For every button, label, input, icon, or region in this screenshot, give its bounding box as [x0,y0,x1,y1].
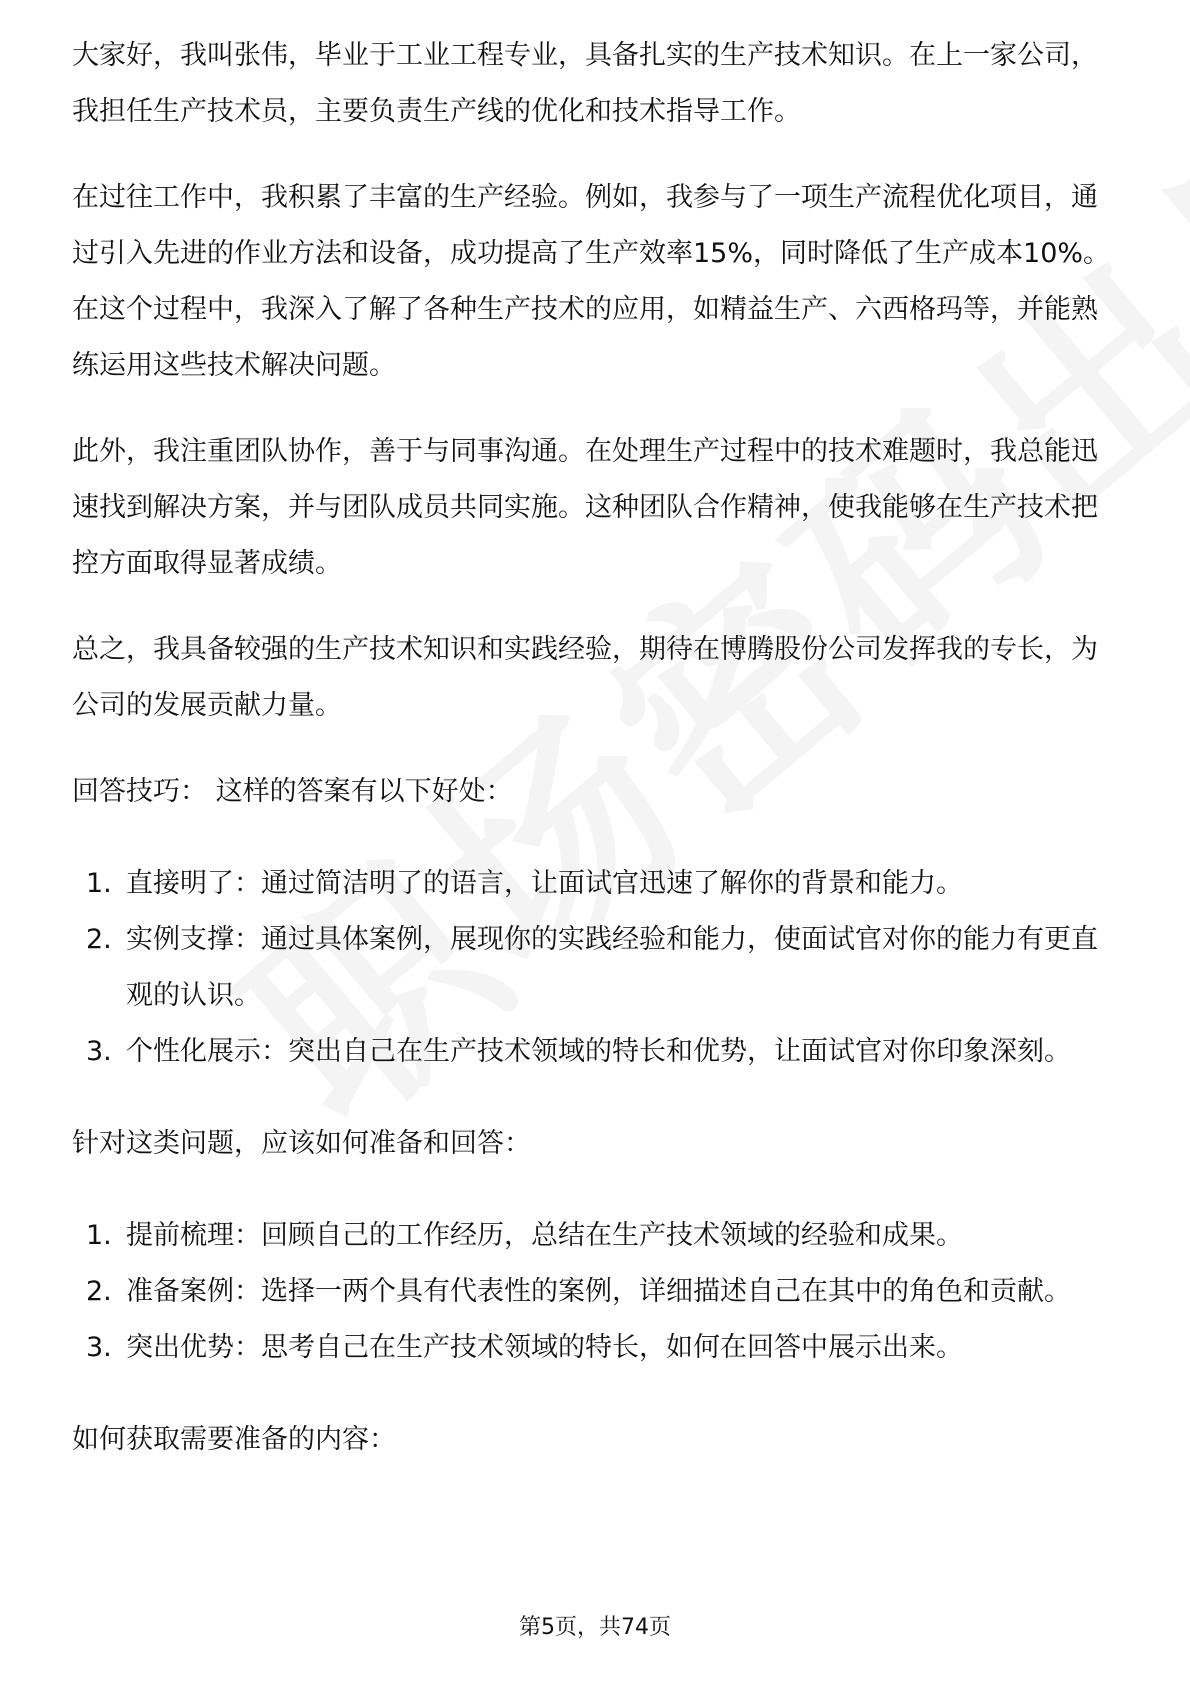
list-item [72,1024,1118,1080]
list-item [72,1208,1118,1264]
list-number: 2. [86,924,112,955]
list-number: 2. [86,1276,112,1307]
list-item [72,912,1118,1024]
list-number: 3. [86,1036,112,1067]
list-item-text: 准备案例：选择一两个具有代表性的案例，详细描述自己在其中的角色和贡献。 [126,1276,1071,1307]
list-number: 1. [86,1220,112,1251]
tips-heading: 回答技巧： 这样的答案有以下好处： [72,776,513,807]
paragraph-summary: 总之，我具备较强的生产技术知识和实践经验，期待在博腾股份公司发挥我的专长，为公司的发展贡献力量。 [72,634,1098,721]
list-item [72,856,1118,912]
list-item-text: 突出优势：思考自己在生产技术领域的特长，如何在回答中展示出来。 [126,1332,963,1363]
list-item-text: 个性化展示：突出自己在生产技术领域的特长和优势，让面试官对你印象深刻。 [126,1036,1071,1067]
paragraph-experience: 在过往工作中，我积累了丰富的生产经验。例如，我参与了一项生产流程优化项目，通过引入先进的作业方法和设备，成功提高了生产效率15%，同时降低了生产成本10%。在这个过程中，我深入了解了各种生产技术的应用，如精益生产、六西格玛等，并能熟练运用这些技术解决问题。 [72,182,1111,381]
list-item-text: 直接明了：通过简洁明了的语言，让面试官迅速了解你的背景和能力。 [126,868,963,899]
list-number: 3. [86,1332,112,1363]
paragraph-intro: 大家好，我叫张伟，毕业于工业工程专业，具备扎实的生产技术知识。在上一家公司，我担任生产技术员，主要负责生产线的优化和技术指导工作。 [72,40,1098,127]
page-content [72,28,1118,1504]
last-heading: 如何获取需要准备的内容： [72,1424,396,1455]
prepare-heading: 针对这类问题，应该如何准备和回答： [72,1128,531,1159]
tips-list [72,856,1118,1080]
list-item [72,1264,1118,1320]
list-item-text: 实例支撑：通过具体案例，展现你的实践经验和能力，使面试官对你的能力有更直观的认识。 [126,924,1098,1011]
list-number: 1. [86,868,112,899]
page-footer: 第5页，共74页 [519,1615,671,1640]
paragraph-teamwork: 此外，我注重团队协作，善于与同事沟通。在处理生产过程中的技术难题时，我总能迅速找到解决方案，并与团队成员共同实施。这种团队合作精神，使我能够在生产技术把控方面取得显著成绩。 [72,436,1098,579]
list-item [72,1320,1118,1376]
list-item-text: 提前梳理：回顾自己的工作经历，总结在生产技术领域的经验和成果。 [126,1220,963,1251]
prepare-list [72,1208,1118,1376]
